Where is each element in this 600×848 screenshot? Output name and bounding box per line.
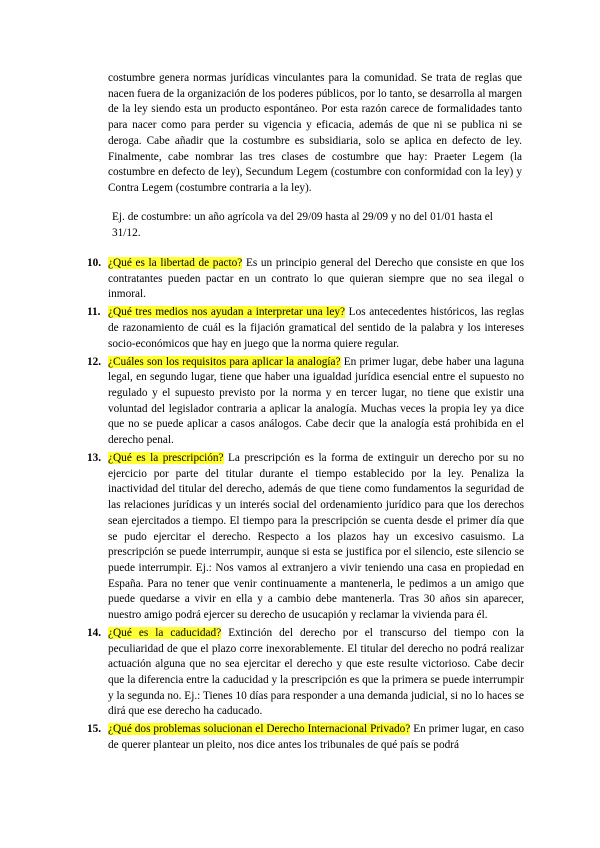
question-item <box>87 722 525 753</box>
question-highlight: ¿Qué tres medios nos ayudan a interpretar una ley? <box>108 306 346 319</box>
intro-paragraph: costumbre genera normas jurídicas vinculantes para la comunidad. Se trata de reglas que nacen fuera de la organización de los poderes públicos, por lo tanto, se desarrolla al margen de la ley siendo esta un producto espontáneo. Por esta razón carece de formalidades tanto para nacer como para perder su vigencia y eficacia, además de que ni se publica ni se deroga. Cabe añadir que la costumbre es subsidiaria, solo se aplica en defecto de ley. Finalmente, cabe nombrar las tres clases de costumbre que hay: Praeter Legem (la costumbre en defecto de ley), Secundum Legem (costumbre con conformidad con la ley) y Contra Legem (costumbre contraria a la ley). <box>108 72 522 194</box>
answer-text: Es un principio general del Derecho que consiste en que los contratantes pueden pactar en un contrato lo que quieran siempre que no sea ilegal o inmoral. <box>108 257 524 301</box>
question-number: 13. <box>87 452 102 464</box>
question-highlight: ¿Qué es la caducidad? <box>108 626 222 639</box>
questions-list <box>87 256 525 756</box>
question-number: 10. <box>87 257 102 269</box>
answer-text: En primer lugar, debe haber una laguna legal, en segundo lugar, tiene que haber una igualdad jurídica esencial entre el supuesto no regulado y el supuesto previsto por la norma y en tercer lugar, no tiene que existir una voluntad del legislador contraria a aplicar la analogía. Muchas veces la propia ley ya dice que no se puede aplicar a casos análogos. Cabe decir que la analogía está prohibida en el derecho penal. <box>108 355 525 447</box>
answer-text: La prescripción es la forma de extinguir un derecho por su no ejercicio por parte del titular durante el tiempo establecido por la ley. Penaliza la inactividad del titular del derecho, además de que tiene como fundamentos la seguridad de las relaciones jurídicas y un interés social del ordenamiento jurídico para que los derechos sean ejercitados a tiempo. El tiempo para la prescripción se cuenta desde el primer día que se pudo ejercitar el derecho. Respecto a los plazos hay un excesivo casuismo. La prescripción se puede interrumpir, aunque si esta se justifica por el silencio, este silencio se puede interrumpir. Ej.: Nos vamos al extranjero a vivir teniendo una casa en propiedad en España. Para no tener que venir continuamente a mantenerla, le pedimos a un amigo que puede quedarse a vivir en ella y a cambio debe mantenerla. Tras 30 años sin aparecer, nuestro amigo podrá ejercer su derecho de usucapión y reclamar la vivienda para él. <box>108 452 525 622</box>
question-item <box>87 451 525 624</box>
question-highlight: ¿Qué dos problemas solucionan el Derecho Internacional Privado? <box>108 723 411 736</box>
answer-text: En primer lugar, en caso de querer plantear un pleito, nos dice antes los tribunales de qué país se podrá <box>108 723 525 752</box>
answer-text: Extinción del derecho por el transcurso del tiempo con la peculiaridad de que el plazo corre inexorablemente. El titular del derecho no podrá realizar actuación alguna que no sea ejercitar el derecho y que este resulte victorioso. Cabe decir que la diferencia entre la caducidad y la prescripción es que la primera se puede interrumpir y la segunda no. Ej.: Tienes 10 días para responder a una demanda judicial, si no lo haces se dirá que ese derecho ha caducado. <box>108 626 524 718</box>
question-highlight: ¿Qué es la prescripción? <box>108 452 224 464</box>
question-item <box>87 256 524 303</box>
question-highlight: ¿Cuáles son los requisitos para aplicar la analogía? <box>108 355 341 368</box>
question-item <box>87 305 524 352</box>
question-highlight: ¿Qué es la libertad de pacto? <box>108 257 243 269</box>
question-number: 15. <box>87 723 102 736</box>
question-number: 14. <box>87 626 102 639</box>
question-number: 12. <box>87 355 102 368</box>
example-paragraph: Ej. de costumbre: un año agrícola va del 29/09 hasta al 29/09 y no del 01/01 hasta el 31/12. <box>112 211 493 239</box>
question-item <box>87 626 524 720</box>
question-number: 11. <box>87 306 101 319</box>
question-item <box>87 355 525 449</box>
answer-text: Los antecedentes históricos, las reglas de razonamiento de cuál es la fijación gramatical del sentido de la palabra y los intereses socio-económicos que hay en juego que la norma quiere regular. <box>108 306 524 350</box>
